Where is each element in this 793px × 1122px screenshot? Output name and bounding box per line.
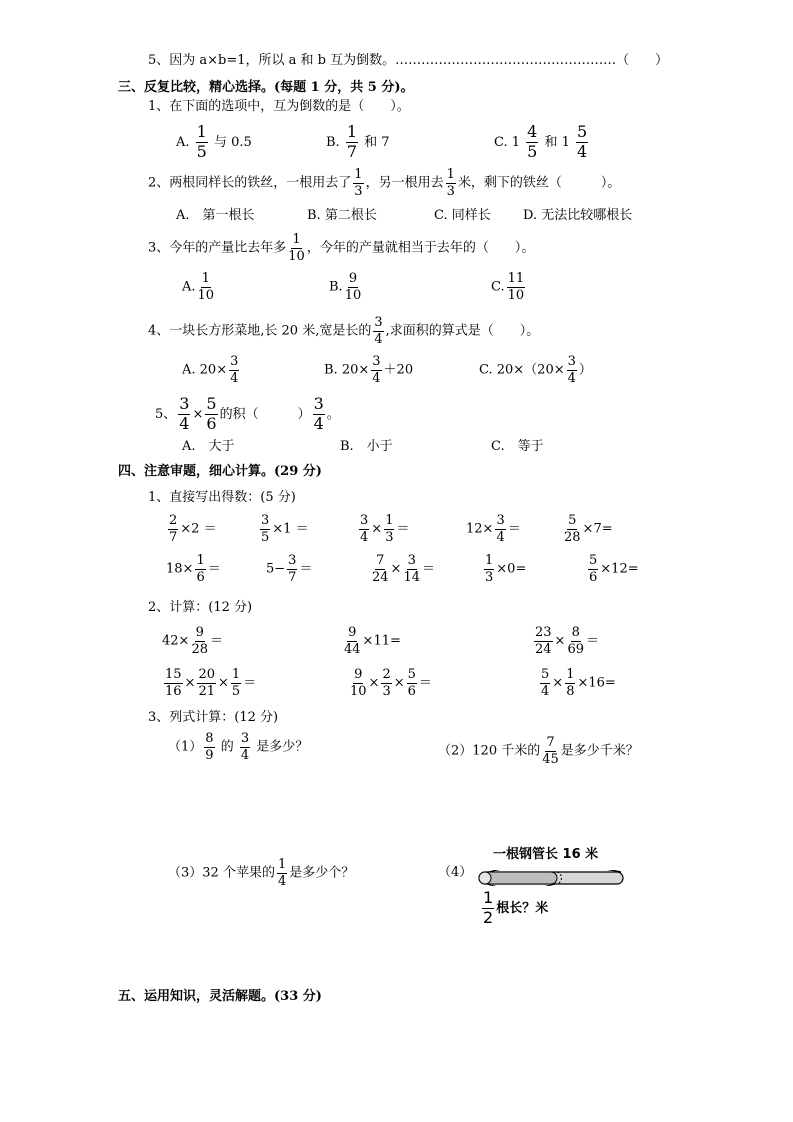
calc-item: $\frac{9}{10}$ × $\frac{2}{3}$ × $\frac{5}{6}$ ＝ <box>350 667 432 699</box>
word-problem-2: （2）120 千米的 $\frac{7}{45}$ 是多少千米？ <box>438 735 639 767</box>
word-problem-3: （3）32 个苹果的 $\frac{1}{4}$ 是多少个？ <box>168 857 355 889</box>
steel-pipe-diagram <box>475 870 627 886</box>
s3-q4-option-c: C. 20×（20× $\frac{3}{4}$ ） <box>479 354 592 386</box>
s3-q5-option-b: B. 小于 <box>340 439 393 454</box>
s3-q1-text: 1、在下面的选项中，互为倒数的是（ ）。 <box>148 99 410 114</box>
oral-calc-item: 18× $\frac{1}{6}$ ＝ <box>166 553 221 585</box>
s4-part3-title: 3、列式计算：(12 分) <box>148 710 279 725</box>
s3-q1-option-b: B. $\frac{1}{7}$ 和 7 <box>326 122 390 161</box>
calc-item: $\frac{5}{4}$ × $\frac{1}{8}$ ×16= <box>541 667 616 699</box>
oral-calc-item: $\frac{5}{28}$ ×7= <box>564 513 613 545</box>
s3-q5-text: 5、 $\frac{3}{4}$ × $\frac{5}{6}$ 的积（ ） $\frac{3}{4}$ 。 <box>155 394 340 433</box>
s3-q2-option-d: D. 无法比较哪根长 <box>523 208 633 223</box>
word-problem-1: （1） $\frac{8}{9}$ 的 $\frac{3}{4}$ 是多少？ <box>168 731 309 763</box>
s3-q2-option-c: C. 同样长 <box>434 208 491 223</box>
word-problem-4-label: （4） <box>438 865 473 880</box>
s3-q2-option-b: B. 第二根长 <box>307 208 377 223</box>
pipe-length-label: 一根钢管长 16 米 <box>493 847 599 862</box>
s3-q4-option-a: A. 20× $\frac{3}{4}$ <box>182 354 239 386</box>
section-4-title: 四、注意审题，细心计算。(29 分) <box>118 464 322 479</box>
tf-item-5: 5、因为 a×b=1，所以 a 和 b 互为倒数。……………………………………………（ ） <box>148 53 669 68</box>
oral-calc-item: 5− $\frac{3}{7}$ ＝ <box>266 553 313 585</box>
section-5-title: 五、运用知识，灵活解题。(33 分) <box>118 989 322 1004</box>
s3-q5-option-c: C. 等于 <box>491 439 544 454</box>
s4-part2-title: 2、计算：(12 分) <box>148 600 253 615</box>
oral-calc-item: $\frac{1}{3}$ ×0= <box>485 553 527 585</box>
calc-item: $\frac{15}{16}$ × $\frac{20}{21}$ × $\frac{1}{5}$ ＝ <box>165 667 257 699</box>
oral-calc-item: $\frac{5}{6}$ ×12= <box>589 553 639 585</box>
s3-q4-option-b: B. 20× $\frac{3}{4}$ ＋20 <box>324 354 414 386</box>
s3-q4-text: 4、一块长方形菜地,长 20 米,宽是长的 $\frac{3}{4}$ ,求面积的算式是（ ）。 <box>148 315 540 347</box>
oral-calc-item: 12× $\frac{3}{4}$ ＝ <box>466 513 521 545</box>
pipe-part-label: $\frac{1}{2}$ 根长？米 <box>483 888 549 927</box>
s3-q1-option-a: A. $\frac{1}{5}$ 与 0.5 <box>176 122 252 161</box>
s3-q1-option-c: C. 1 $\frac{4}{5}$ 和 1 $\frac{5}{4}$ <box>494 122 588 161</box>
oral-calc-item: $\frac{7}{24}$ × $\frac{3}{14}$ ＝ <box>372 553 436 585</box>
s3-q3-option-c: C. $\frac{11}{10}$ <box>491 271 525 303</box>
calc-item: $\frac{23}{24}$ × $\frac{8}{69}$ ＝ <box>535 625 600 657</box>
calc-item: $\frac{9}{44}$ ×11= <box>344 625 401 657</box>
s3-q3-option-b: B. $\frac{9}{10}$ <box>329 271 362 303</box>
s3-q3-text: 3、今年的产量比去年多 $\frac{1}{10}$ ，今年的产量就相当于去年的（ ）。 <box>148 232 535 264</box>
s3-q2-text: 2、两根同样长的铁丝，一根用去了 $\frac{1}{3}$ ，另一根用去 $\frac{1}{3}$ 米，剩下的铁丝（ ）。 <box>148 167 621 199</box>
oral-calc-item: $\frac{3}{4}$ × $\frac{1}{3}$ ＝ <box>360 513 410 545</box>
s3-q2-option-a: A. 第一根长 <box>176 208 255 223</box>
s3-q5-option-a: A. 大于 <box>182 439 235 454</box>
section-3-title: 三、反复比较，精心选择。(每题 1 分，共 5 分)。 <box>118 80 414 95</box>
oral-calc-item: $\frac{2}{7}$ ×2 ＝ <box>169 513 217 545</box>
calc-item: 42× $\frac{9}{28}$ ＝ <box>162 625 223 657</box>
s3-q3-option-a: A. $\frac{1}{10}$ <box>182 271 215 303</box>
s4-part1-title: 1、直接写出得数：(5 分) <box>148 490 296 505</box>
oral-calc-item: $\frac{3}{5}$ ×1 ＝ <box>261 513 309 545</box>
